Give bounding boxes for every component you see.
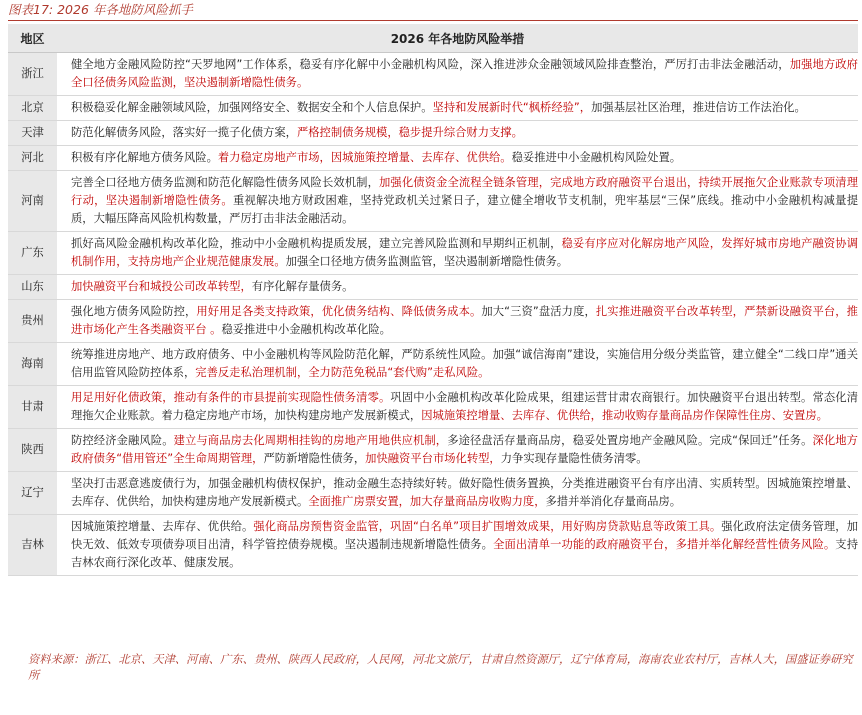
region-cell: 天津 xyxy=(8,121,57,146)
region-cell: 陕西 xyxy=(8,429,57,472)
measures-cell xyxy=(57,171,858,232)
measure-text: 多措并举消化存量商品房。 xyxy=(545,495,682,508)
measure-text: 支持吉林农商行深化改革、健康发展。 xyxy=(71,538,858,569)
measure-text: 防控经济金融风险。 xyxy=(71,434,174,447)
table-row xyxy=(8,53,858,96)
measure-text: 严防新增隐性债务， xyxy=(263,452,366,465)
measures-table xyxy=(8,24,858,576)
highlighted-measure-text: 用好用足各类支持政策，优化债务结构、降低债务成本。 xyxy=(196,305,482,318)
measure-text: 积极有序化解地方债务风险。 xyxy=(71,151,218,164)
measure-text: 因城施策控增量、去库存、优供给。 xyxy=(71,520,254,533)
table-row xyxy=(8,472,858,515)
header-region: 地区 xyxy=(8,24,57,53)
measures-cell xyxy=(57,232,858,275)
region-cell: 海南 xyxy=(8,343,57,386)
highlighted-measure-text: 着力稳定房地产市场，因城施策控增量、去库存、优供给。 xyxy=(217,151,512,164)
measures-cell xyxy=(57,386,858,429)
measure-text: 坚决打击恶意逃废债行为，加强金融机构债权保护，推动金融生态持续好转。做好隐性债务置换，分类推进融资平台有序出清、实质转型。因城施策控增量、去库存、优供给，加快构建房地产发展新模式。 xyxy=(71,477,858,508)
measures-cell xyxy=(57,515,858,576)
highlighted-measure-text: 严格控制债务规模，稳步提升综合财力支撑。 xyxy=(296,126,523,139)
measures-cell xyxy=(57,472,858,515)
measure-text: 巩固中小金融机构改革化险成果，组建运营甘肃农商银行。加快融资平台退出转型。常态化清理拖欠企业账款。着力稳定房地产市场，加快构建房地产发展新模式， xyxy=(71,391,858,422)
region-cell: 广东 xyxy=(8,232,57,275)
measure-text: 有序化解存量债务。 xyxy=(251,280,354,293)
highlighted-measure-text: 因城施策控增量、去库存、优供给，推动收购存量商品房作保障性住房、安置房。 xyxy=(421,409,828,422)
table-row xyxy=(8,300,858,343)
measure-text: 重视解决地方财政困难，坚持党政机关过紧日子，建立健全增收节支机制，兜牢基层“三保”底线。推动中小金融机构减量提质，大幅压降高风险机构数量，严厉打击非法金融活动。 xyxy=(71,194,858,225)
measure-text: 健全地方金融风险防控“天罗地网”工作体系，稳妥有序化解中小金融机构风险，深入推进涉众金融领域风险排查整治，严厉打击非法金融活动， xyxy=(71,58,790,71)
measure-text: 积极稳妥化解金融领域风险，加强网络安全、数据安全和个人信息保护。 xyxy=(71,101,433,114)
region-cell: 辽宁 xyxy=(8,472,57,515)
measures-cell xyxy=(57,343,858,386)
figure-title: 图表17: 2026 年各地防风险抓手 xyxy=(8,2,193,17)
measure-text: 加强基层社区治理，推进信访工作法治化。 xyxy=(591,101,806,114)
measure-text: 力争实现存量隐性债务清零。 xyxy=(500,452,648,465)
highlighted-measure-text: 加快融资平台市场化转型， xyxy=(365,452,501,465)
measures-cell xyxy=(57,275,858,300)
measure-text: 强化政府法定债务管理，加快无效、低效专项债券项目出清，科学管控债券规模。坚决遏制违规新增隐性债务。 xyxy=(71,520,858,551)
highlighted-measure-text: 加强化债资金全流程全链条管理，完成地方政府融资平台退出，持续开展拖欠企业账款专项清理行动，坚决遏制新增隐性债务。 xyxy=(71,176,858,207)
measures-cell xyxy=(57,53,858,96)
highlighted-measure-text: 深化地方政府债务“借用管还”全生命周期管理， xyxy=(71,434,858,465)
measures-cell xyxy=(57,146,858,171)
header-measures: 2026 年各地防风险举措 xyxy=(57,24,858,53)
measure-text: 加强全口径地方债务监测监管，坚决遏制新增隐性债务。 xyxy=(285,255,569,268)
highlighted-measure-text: 加强地方政府全口径债务风险监测，坚决遏制新增隐性债务。 xyxy=(71,58,858,89)
table-row xyxy=(8,343,858,386)
region-cell: 浙江 xyxy=(8,53,57,96)
measure-text: 防范化解债务风险，落实好一揽子化债方案， xyxy=(71,126,297,139)
highlighted-measure-text: 强化商品房预售资金监管，巩固“白名单”项目扩围增效成果，用好购房贷款贴息等政策工具。 xyxy=(253,520,722,533)
table-row xyxy=(8,275,858,300)
highlighted-measure-text: 全面推广房票安置，加大存量商品房收购力度， xyxy=(308,495,546,508)
table-row xyxy=(8,429,858,472)
measure-text: 完善全口径地方债务监测和防范化解隐性债务风险长效机制， xyxy=(71,176,379,189)
region-cell: 山东 xyxy=(8,275,57,300)
measure-text: 稳妥推进中小金融机构风险处置。 xyxy=(511,151,682,164)
table-header-row xyxy=(8,24,858,53)
region-cell: 吉林 xyxy=(8,515,57,576)
table-row xyxy=(8,386,858,429)
measure-text: 加大“三资”盘活力度， xyxy=(481,305,596,318)
measure-text: 稳妥推进中小金融机构改革化险。 xyxy=(221,323,391,336)
measures-cell xyxy=(57,96,858,121)
highlighted-measure-text: 建立与商品房去化周期相挂钩的房地产用地供应机制， xyxy=(173,434,448,447)
highlighted-measure-text: 加快融资平台和城投公司改革转型， xyxy=(71,280,252,293)
highlighted-measure-text: 稳妥有序应对化解房地产风险，发挥好城市房地产融资协调机制作用，支持房地产企业规范健康发展。 xyxy=(71,237,858,268)
measures-cell xyxy=(57,121,858,146)
highlighted-measure-text: 用足用好化债政策，推动有条件的市县提前实现隐性债务清零。 xyxy=(71,391,391,404)
table-row xyxy=(8,171,858,232)
measure-text: 强化地方债务风险防控， xyxy=(71,305,197,318)
region-cell: 河北 xyxy=(8,146,57,171)
table-row xyxy=(8,121,858,146)
table-row xyxy=(8,146,858,171)
measure-text: 多途径盘活存量商品房，稳妥处置房地产金融风险。完成“保回迁”任务。 xyxy=(447,434,813,447)
region-cell: 北京 xyxy=(8,96,57,121)
region-cell: 甘肃 xyxy=(8,386,57,429)
table-row xyxy=(8,515,858,576)
title-rule xyxy=(8,20,858,21)
highlighted-measure-text: 完善反走私治理机制，全力防范免税品“套代购”走私风险。 xyxy=(195,366,490,379)
highlighted-measure-text: 坚持和发展新时代“枫桥经验”， xyxy=(432,101,592,114)
region-cell: 贵州 xyxy=(8,300,57,343)
source-note: 资料来源：浙江、北京、天津、河南、广东、贵州、陕西人民政府，人民网，河北文旅厅，甘肃自然资源厅，辽宁体育局，海南农业农村厅，吉林人大，国盛证券研究所 xyxy=(28,653,853,682)
measures-cell xyxy=(57,300,858,343)
table-row xyxy=(8,96,858,121)
table-row xyxy=(8,232,858,275)
measures-cell xyxy=(57,429,858,472)
table-body xyxy=(8,53,858,576)
region-cell: 河南 xyxy=(8,171,57,232)
highlighted-measure-text: 扎实推进融资平台改革转型，严禁新设融资平台，推进市场化产生各类融资平台 。 xyxy=(71,305,858,336)
highlighted-measure-text: 全面出清单一功能的政府融资平台，多措并举化解经营性债务风险。 xyxy=(493,538,836,551)
measure-text: 统筹推进房地产、地方政府债务、中小金融机构等风险防范化解，严防系统性风险。加强“诚信海南”建设，实施信用分级分类监管，建立健全“二线口岸”通关信用监管风险防控体系， xyxy=(71,348,858,379)
measure-text: 抓好高风险金融机构改革化险，推动中小金融机构提质发展，建立完善风险监测和早期纠正机制， xyxy=(71,237,562,250)
